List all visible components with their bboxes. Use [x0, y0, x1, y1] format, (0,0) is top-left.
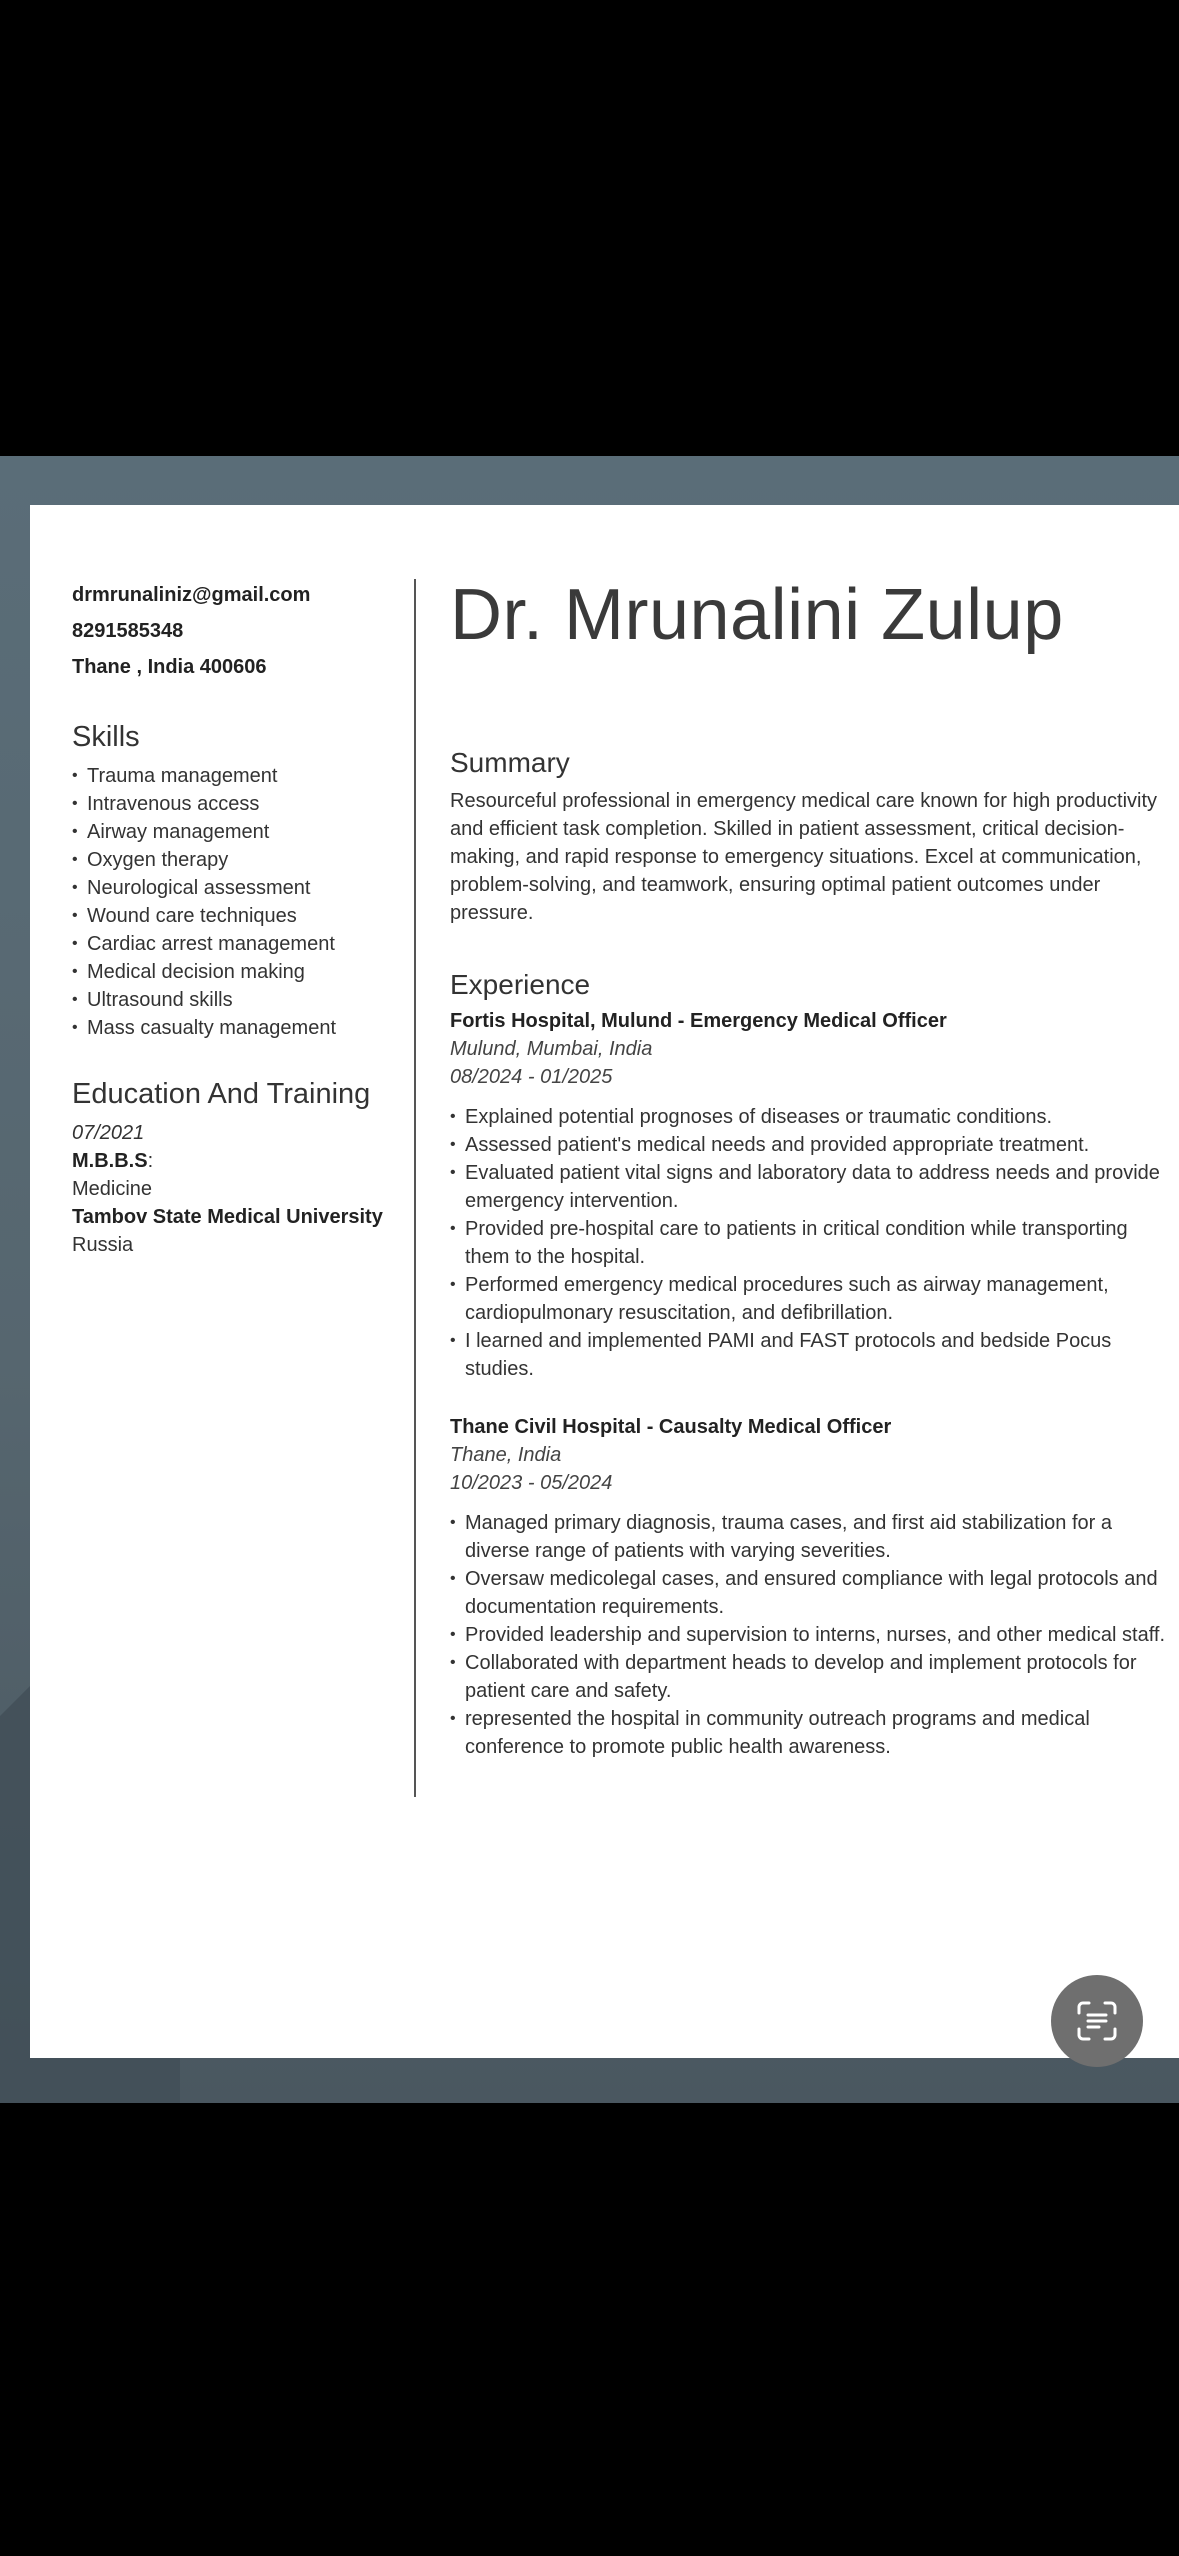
job-bullet: • Provided pre-hospital care to patients in critical condition while transporting them to the hospital. — [450, 1215, 1170, 1271]
education-heading: Education And Training — [72, 1078, 371, 1110]
skill-item: • Intravenous access — [72, 790, 412, 818]
job-bullet: • Oversaw medicolegal cases, and ensured compliance with legal protocols and documentation requirements. — [450, 1565, 1170, 1621]
right-column — [450, 565, 1170, 1791]
resume-page — [30, 505, 1179, 2058]
job-bullet: • Performed emergency medical procedures such as airway management, cardiopulmonary resuscitation, and defibrillation. — [450, 1271, 1170, 1327]
job-bullets — [450, 1103, 1170, 1383]
job-location: Thane, India — [450, 1444, 562, 1466]
experience-heading: Experience — [450, 969, 591, 1000]
skill-item: • Mass casualty management — [72, 1014, 412, 1042]
job-bullet: • Explained potential prognoses of diseases or traumatic conditions. — [450, 1103, 1170, 1131]
job-bullet: • Managed primary diagnosis, trauma cases, and first aid stabilization for a diverse range of patients with varying severities. — [450, 1509, 1170, 1565]
skill-item: • Cardiac arrest management — [72, 930, 412, 958]
skill-item: • Oxygen therapy — [72, 846, 412, 874]
job-title: Fortis Hospital, Mulund - Emergency Medical Officer — [450, 1010, 947, 1032]
job-location: Mulund, Mumbai, India — [450, 1038, 653, 1060]
education-degree-separator: : — [147, 1150, 154, 1172]
scan-text-icon — [1073, 1997, 1121, 2045]
skill-item: • Medical decision making — [72, 958, 412, 986]
summary-heading: Summary — [450, 747, 570, 778]
skill-item: • Ultrasound skills — [72, 986, 412, 1014]
contact-location: Thane , India 400606 — [72, 656, 267, 678]
education-country: Russia — [72, 1234, 134, 1256]
skills-list — [72, 762, 412, 1042]
skills-heading: Skills — [72, 721, 140, 753]
education-school: Tambov State Medical University — [72, 1206, 383, 1228]
job-dates: 10/2023 - 05/2024 — [450, 1472, 613, 1494]
job-title: Thane Civil Hospital - Causalty Medical Officer — [450, 1416, 892, 1438]
job-bullet: • Collaborated with department heads to develop and implement protocols for patient care and safety. — [450, 1649, 1170, 1705]
job-dates: 08/2024 - 01/2025 — [450, 1066, 613, 1088]
education-field: Medicine — [72, 1178, 153, 1200]
left-column — [72, 577, 412, 1259]
job-entry — [450, 1007, 1170, 1383]
contact-email[interactable]: drmrunaliniz@gmail.com — [72, 584, 311, 606]
job-bullet: • represented the hospital in community outreach programs and medical conference to promote public health awareness. — [450, 1705, 1170, 1761]
skill-item: • Neurological assessment — [72, 874, 412, 902]
job-bullet: • Provided leadership and supervision to interns, nurses, and other medical staff. — [450, 1621, 1170, 1649]
education-degree: M.B.B.S — [72, 1150, 148, 1172]
job-bullet: • Evaluated patient vital signs and laboratory data to address needs and provide emergency intervention. — [450, 1159, 1170, 1215]
summary-text: Resourceful professional in emergency medical care known for high productivity and efficient task completion. Skilled in patient assessment, critical decision-making, and rapid response to emergency situations. Excel at communication, problem-solving, and teamwork, ensuring optimal patient outcomes under pressure. — [450, 790, 1158, 924]
education-date: 07/2021 — [72, 1122, 145, 1144]
education-degree-line — [72, 1147, 412, 1175]
skill-item: • Wound care techniques — [72, 902, 412, 930]
job-bullet: • I learned and implemented PAMI and FAST protocols and bedside Pocus studies. — [450, 1327, 1170, 1383]
job-bullet: • Assessed patient's medical needs and provided appropriate treatment. — [450, 1131, 1170, 1159]
skill-item: • Airway management — [72, 818, 412, 846]
scan-text-button[interactable] — [1051, 1975, 1143, 2067]
skill-item: • Trauma management — [72, 762, 412, 790]
job-bullets — [450, 1509, 1170, 1761]
job-entry — [450, 1413, 1170, 1761]
column-divider — [414, 579, 416, 1797]
candidate-name: Dr. Mrunalini Zulup — [450, 575, 1064, 655]
contact-phone[interactable]: 8291585348 — [72, 620, 184, 642]
